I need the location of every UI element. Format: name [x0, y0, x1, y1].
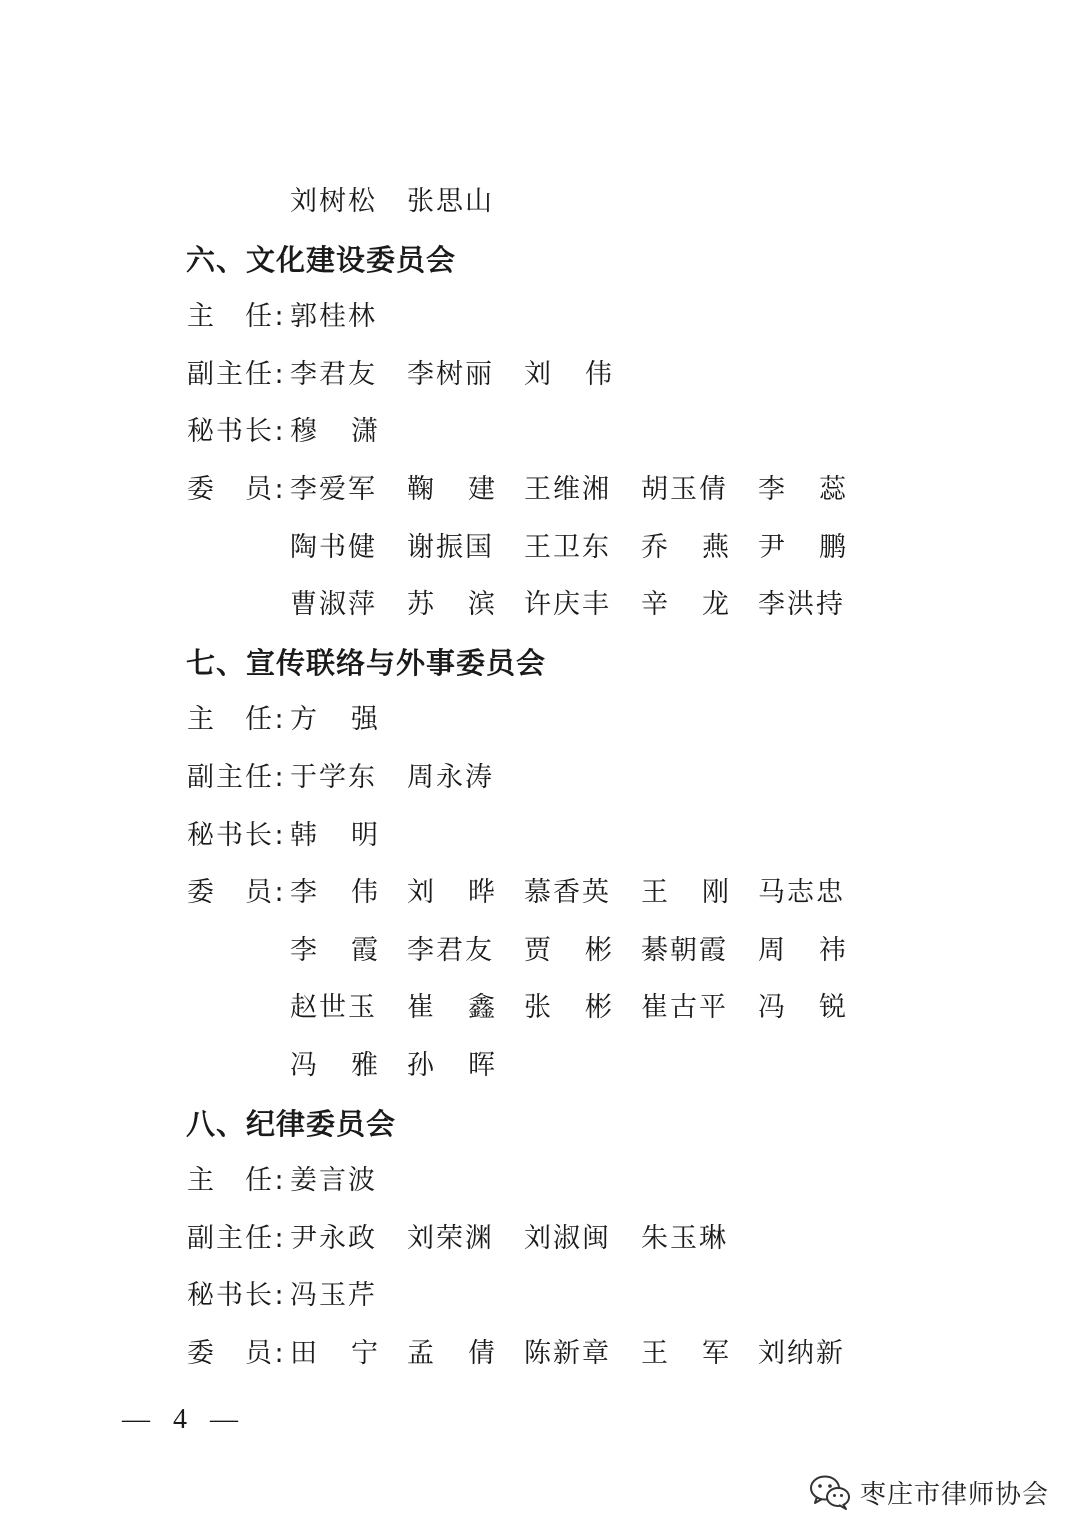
- member-name: 刘 伟: [524, 358, 612, 390]
- watermark: [808, 1470, 1049, 1514]
- member-name: 刘纳新: [758, 1338, 845, 1369]
- member-name: 崔古平: [641, 992, 728, 1024]
- member-name: 田 宁: [290, 1338, 378, 1369]
- watermark-text: 枣庄市律师协会: [860, 1479, 1050, 1510]
- member-name: 谢振国: [407, 531, 494, 563]
- names-row: [290, 691, 890, 749]
- member-name: 贾 彬: [524, 934, 612, 966]
- member-name: 冯 锐: [758, 992, 846, 1024]
- section-heading: 七、宣传联络与外事委员会: [186, 645, 547, 680]
- member-name: 王卫东: [524, 531, 611, 563]
- role-label: 副 主 任 :: [187, 358, 284, 390]
- role-label: 委 员 :: [187, 877, 284, 909]
- member-name: 李 蕊: [758, 474, 846, 505]
- member-name: 刘 晔: [407, 877, 495, 909]
- names-row: [290, 1267, 890, 1325]
- member-name: 崔 鑫: [407, 992, 495, 1024]
- member-name: 李爱军: [290, 474, 377, 505]
- page-number: — 4 —: [122, 1404, 246, 1435]
- member-name: 姜言波: [290, 1165, 377, 1197]
- member-name: 孙 晖: [407, 1050, 495, 1081]
- member-name: 刘荣渊: [407, 1222, 494, 1254]
- member-name: 许庆丰: [524, 589, 611, 621]
- member-name: 尹永政: [290, 1222, 377, 1254]
- member-name: 陈新章: [524, 1338, 611, 1369]
- member-name: 李洪持: [758, 589, 845, 621]
- member-name: 冯 雅: [290, 1050, 378, 1081]
- member-name: 胡玉倩: [641, 474, 728, 505]
- role-label: 副 主 任 :: [187, 1222, 284, 1254]
- member-name: 王 军: [641, 1338, 729, 1369]
- member-name: 穆 潇: [290, 416, 378, 448]
- role-label: 秘 书 长 :: [187, 819, 284, 851]
- names-row: [290, 979, 890, 1037]
- names-row: [290, 1037, 890, 1095]
- member-name: 辛 龙: [641, 589, 729, 621]
- member-name: 陶书健: [290, 531, 377, 563]
- member-name: 刘树松: [290, 186, 377, 217]
- member-name: 朱玉琳: [641, 1222, 728, 1254]
- member-name: 韩 明: [290, 819, 378, 851]
- member-name: 李君友: [290, 358, 377, 390]
- role-label: 主 任 :: [187, 301, 284, 333]
- wechat-icon: [808, 1472, 852, 1512]
- names-row: [290, 288, 890, 346]
- names-row: [290, 807, 890, 865]
- member-name: 赵世玉: [290, 992, 377, 1024]
- role-label: 秘 书 长 :: [187, 416, 284, 448]
- section-heading: 六、文化建设委员会: [186, 242, 457, 277]
- member-name: 李 霞: [290, 934, 378, 966]
- member-name: 李 伟: [290, 877, 378, 909]
- names-row: [290, 1210, 890, 1268]
- member-name: 于学东: [290, 762, 377, 793]
- names-row: [290, 461, 890, 519]
- names-row: [290, 519, 890, 577]
- names-row: [290, 403, 890, 461]
- member-name: 周永涛: [407, 762, 494, 793]
- member-name: 王维湘: [524, 474, 611, 505]
- names-row: [290, 1152, 890, 1210]
- member-name: 曹淑萍: [290, 589, 377, 621]
- member-name: 李树丽: [407, 358, 494, 390]
- section-heading: 八、纪律委员会: [186, 1106, 397, 1141]
- member-name: 张 彬: [524, 992, 612, 1024]
- member-name: 尹 鹏: [758, 531, 846, 563]
- role-label: 主 任 :: [187, 704, 284, 736]
- names-row: [290, 346, 890, 404]
- names-row: [290, 749, 890, 807]
- role-label: 秘 书 长 :: [187, 1280, 284, 1312]
- member-name: 张思山: [407, 186, 494, 217]
- role-label: 主 任 :: [187, 1165, 284, 1197]
- names-row: [290, 864, 890, 922]
- member-name: 苏 滨: [407, 589, 495, 621]
- member-name: 鞠 建: [407, 474, 495, 505]
- role-label: 副 主 任 :: [187, 762, 284, 793]
- names-row: [290, 576, 890, 634]
- member-name: 綦朝霞: [641, 934, 728, 966]
- member-name: 慕香英: [524, 877, 611, 909]
- member-name: 孟 倩: [407, 1338, 495, 1369]
- role-label: 委 员 :: [187, 474, 284, 505]
- role-label: 委 员 :: [187, 1338, 284, 1369]
- member-name: 乔 燕: [641, 531, 729, 563]
- member-name: 刘淑闽: [524, 1222, 611, 1254]
- member-name: 冯玉芹: [290, 1280, 377, 1312]
- member-name: 郭桂林: [290, 301, 377, 333]
- names-row: [290, 1325, 890, 1383]
- member-name: 方 强: [290, 704, 378, 736]
- continuation-names: [290, 173, 890, 231]
- member-name: 李君友: [407, 934, 494, 966]
- member-name: 周 祎: [758, 934, 846, 966]
- member-name: 马志忠: [758, 877, 845, 909]
- member-name: 王 刚: [641, 877, 729, 909]
- names-row: [290, 922, 890, 980]
